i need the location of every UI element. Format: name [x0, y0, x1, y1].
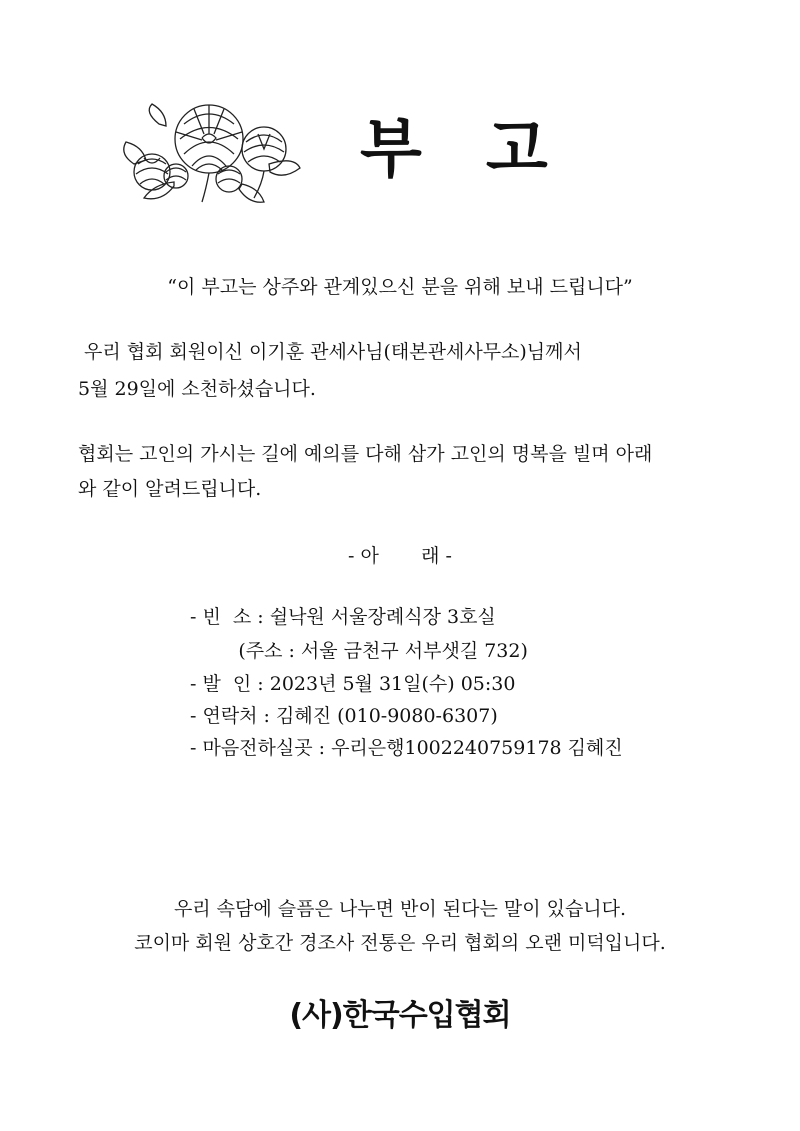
body-line-3: 협회는 고인의 가시는 길에 예의를 다해 삼가 고인의 명복을 빌며 아래 [78, 443, 653, 465]
chrysanthemum-illustration [114, 94, 304, 206]
page-title: 부고 [360, 113, 612, 187]
body-line-2: 5월 29일에 소천하셨습니다. [78, 378, 316, 400]
body-line-4: 와 같이 알려드립니다. [78, 478, 262, 500]
detail-account: - 마음전하실곳 : 우리은행1002240759178 김혜진 [190, 737, 623, 759]
organization-name: (사)한국수입협회 [289, 998, 511, 1033]
body-line-1: 우리 협회 회원이신 이기훈 관세사님(태본관세사무소)님께서 [78, 341, 582, 363]
closing-line-1: 우리 속담에 슬픔은 나누면 반이 된다는 말이 있습니다. [173, 898, 627, 920]
closing-line-2: 코이마 회원 상호간 경조사 전통은 우리 협회의 오랜 미덕입니다. [134, 932, 666, 954]
detail-contact: - 연락처 : 김혜진 (010-9080-6307) [190, 705, 498, 727]
detail-binso: - 빈 소 : 쉴낙원 서울장례식장 3호실 [190, 606, 496, 628]
intro-quote: “이 부고는 상주와 관계있으신 분을 위해 보내 드립니다” [167, 276, 633, 298]
detail-address: (주소 : 서울 금천구 서부샛길 732) [190, 640, 528, 662]
detail-balin: - 발 인 : 2023년 5월 31일(수) 05:30 [190, 673, 516, 695]
section-heading: - 아 래 - [348, 545, 452, 567]
